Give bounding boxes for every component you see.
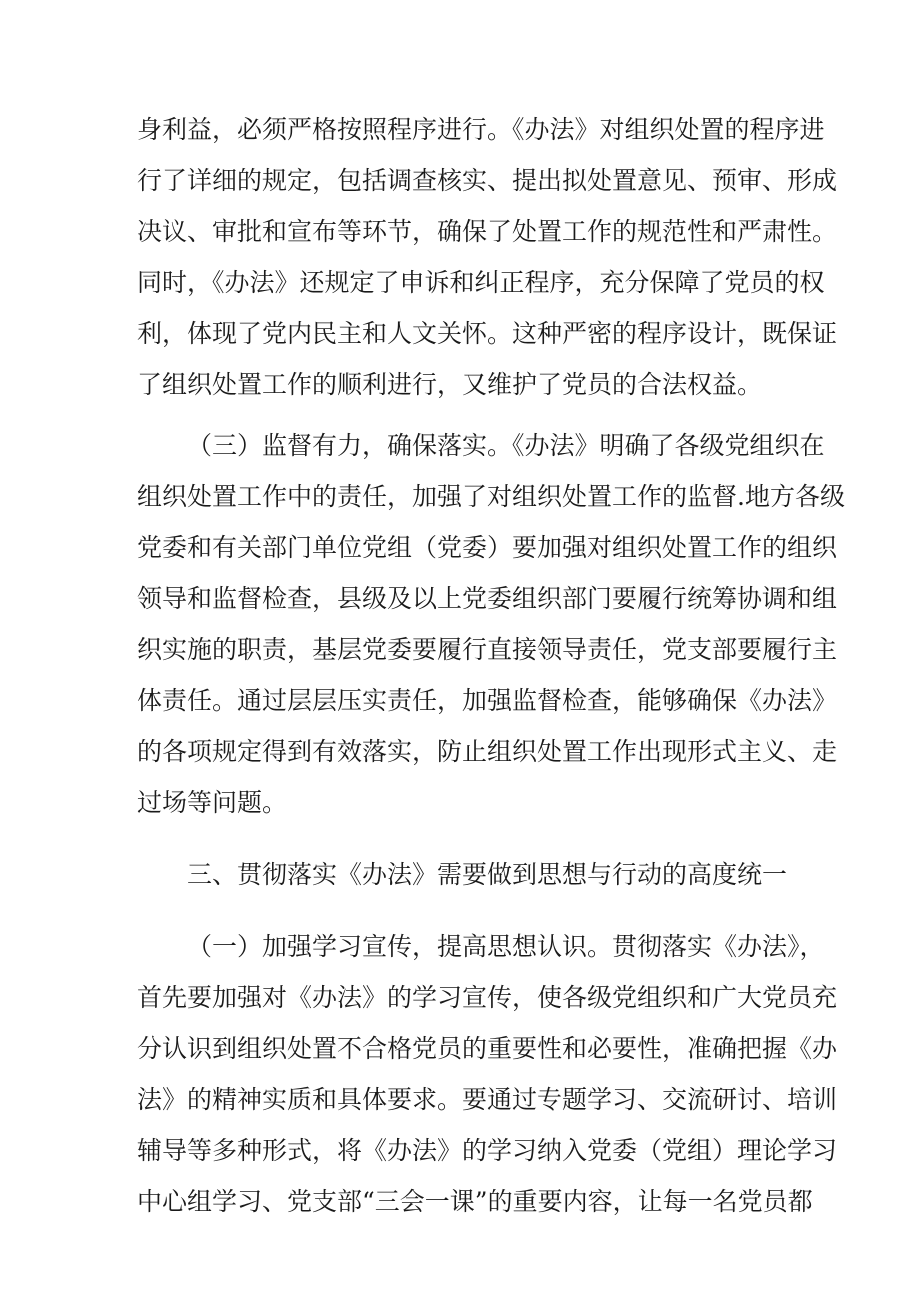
section-heading: 三、贯彻落实《办法》需要做到思想与行动的高度统一	[187, 860, 788, 889]
text-line: 决议、审批和宣布等环节，确保了处置工作的规范性和严肃性。	[137, 217, 838, 246]
paragraph-procedure	[137, 104, 838, 410]
text-line: 法》的精神实质和具体要求。要通过专题学习、交流研讨、培训	[137, 1085, 838, 1114]
text-line: 行了详细的规定，包括调查核实、提出拟处置意见、预审、形成	[137, 166, 838, 195]
text-line: 中心组学习、党支部“三会一课”的重要内容，让每一名党员都	[137, 1187, 813, 1216]
text-line-indented: （三）监督有力，确保落实。《办法》明确了各级党组织在	[187, 431, 825, 460]
text-line: 利，体现了党内民主和人文关怀。这种严密的程序设计，既保证	[137, 319, 838, 348]
text-line: 身利益，必须严格按照程序进行。《办法》对组织处置的程序进	[137, 115, 825, 144]
text-line: 领导和监督检查，县级及以上党委组织部门要履行统筹协调和组	[137, 584, 838, 613]
paragraph-supervision	[137, 420, 845, 828]
document-body	[137, 104, 845, 1227]
text-line: 辅导等多种形式，将《办法》的学习纳入党委（党组）理论学习	[137, 1136, 838, 1165]
text-line: 同时，《办法》还规定了申诉和纠正程序，充分保障了党员的权	[137, 268, 825, 297]
text-line: 组织处置工作中的责任，加强了对组织处置工作的监督.地方各级	[137, 482, 845, 511]
text-line-indented: （一）加强学习宣传，提高思想认识。贯彻落实《办法》，	[187, 932, 825, 961]
text-line: 的各项规定得到有效落实，防止组织处置工作出现形式主义、走	[137, 737, 838, 766]
paragraph-study-promotion	[137, 921, 838, 1227]
text-line: 分认识到组织处置不合格党员的重要性和必要性，准确把握《办	[137, 1034, 838, 1063]
text-line: 体责任。通过层层压实责任，加强监督检查，能够确保《办法》	[137, 686, 838, 715]
text-line: 过场等问题。	[137, 788, 288, 817]
text-line: 了组织处置工作的顺利进行，又维护了党员的合法权益。	[137, 370, 763, 399]
text-line: 织实施的职责，基层党委要履行直接领导责任，党支部要履行主	[137, 635, 838, 664]
text-line: 首先要加强对《办法》的学习宣传，使各级党组织和广大党员充	[137, 983, 838, 1012]
text-line: 党委和有关部门单位党组（党委）要加强对组织处置工作的组织	[137, 533, 838, 562]
